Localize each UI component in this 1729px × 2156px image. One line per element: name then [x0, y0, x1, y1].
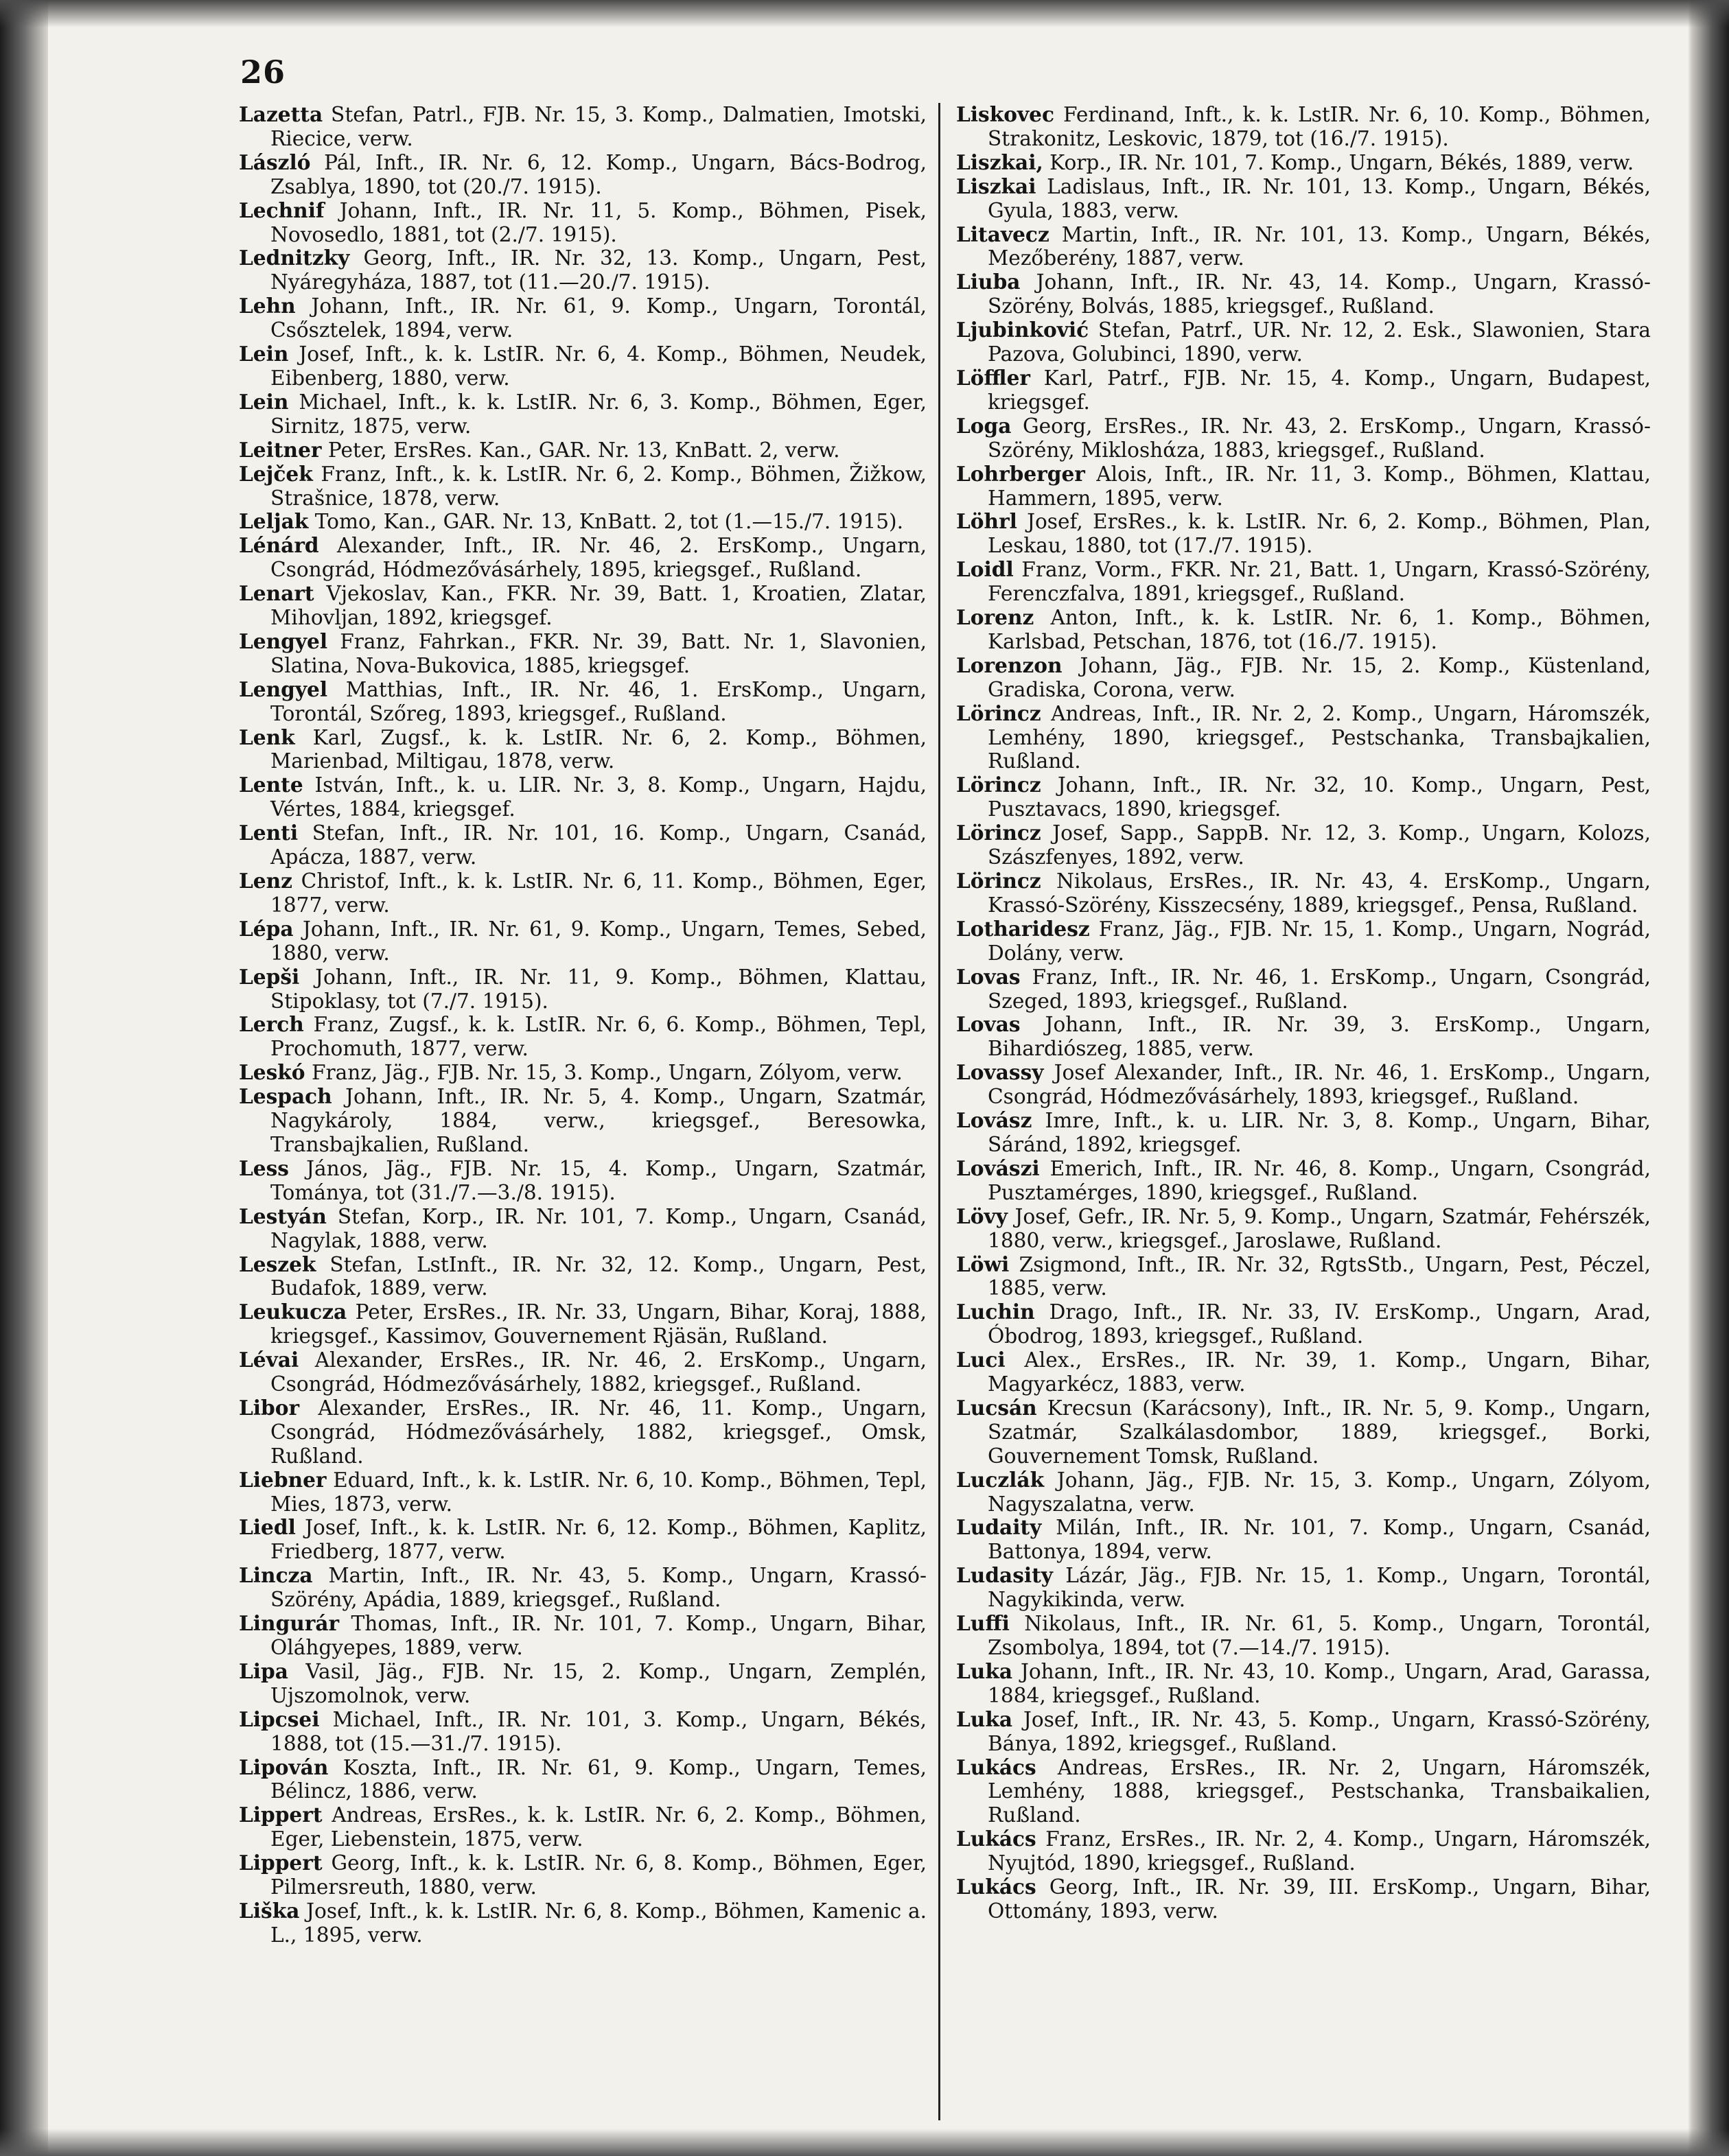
- scan-left-edge-shadow: [0, 0, 48, 2156]
- entry-details: Karl, Zugsf., k. k. LstIR. Nr. 6, 2. Komp., Böhmen, Marienbad, Miltigau, 1878, verw.: [270, 725, 927, 773]
- entry-surname: Lovas: [956, 964, 1021, 989]
- register-entry: [956, 1875, 1651, 1923]
- register-entry: [239, 582, 927, 630]
- register-entry: [239, 1253, 927, 1301]
- register-entry: [239, 103, 927, 151]
- register-entry: [239, 199, 927, 247]
- entry-surname: Leukucza: [239, 1300, 347, 1324]
- entry-details: Georg, ErsRes., IR. Nr. 43, 2. ErsKomp., Ungarn, Krassó-Szörény, Mikloshάza, 1883, kriegsgef., Rußland.: [988, 414, 1651, 462]
- entry-surname: Liebner: [239, 1467, 327, 1492]
- entry-details: Josef, Inft., k. k. LstIR. Nr. 6, 4. Komp., Böhmen, Neudek, Eibenberg, 1880, verw.: [270, 342, 927, 390]
- entry-details: István, Inft., k. u. LIR. Nr. 3, 8. Komp., Ungarn, Hajdu, Vértes, 1884, kriegsgef.: [270, 773, 927, 821]
- entry-surname: Lovassy: [956, 1060, 1044, 1085]
- entry-details: Martin, Inft., IR. Nr. 101, 13. Komp., Ungarn, Békés, Mezőberény, 1887, verw.: [988, 222, 1651, 270]
- entry-surname: Less: [239, 1156, 289, 1180]
- entry-details: Josef, Inft., k. k. LstIR. Nr. 6, 12. Komp., Böhmen, Kaplitz, Friedberg, 1877, verw.: [270, 1516, 927, 1564]
- entry-surname: Lenk: [239, 725, 295, 749]
- register-entry: [239, 917, 927, 965]
- entry-details: Johann, Jäg., FJB. Nr. 15, 2. Komp., Küstenland, Gradiska, Corona, verw.: [988, 653, 1651, 701]
- entry-surname: Lorenz: [956, 605, 1034, 630]
- register-entry: [239, 1157, 927, 1205]
- entry-details: Franz, Inft., IR. Nr. 46, 1. ErsKomp., Ungarn, Csongrád, Szeged, 1893, kriegsgef., Rußland.: [988, 965, 1651, 1013]
- entry-surname: László: [239, 150, 311, 174]
- entry-details: Franz, Vorm., FKR. Nr. 21, Batt. 1, Ungarn, Krassó-Szörény, Ferenczfalva, 1891, kriegsgef., Rußland.: [988, 558, 1651, 606]
- entry-details: Korp., IR. Nr. 101, 7. Komp., Ungarn, Békés, 1889, verw.: [1043, 150, 1634, 174]
- entry-surname: Lingurár: [239, 1611, 340, 1636]
- register-entry: [239, 151, 927, 199]
- entry-details: Ferdinand, Inft., k. k. LstIR. Nr. 6, 10. Komp., Böhmen, Strakonitz, Leskovic, 1879, tot (16./7. 1915).: [988, 103, 1651, 150]
- entry-details: Ladislaus, Inft., IR. Nr. 101, 13. Komp., Ungarn, Békés, Gyula, 1883, verw.: [988, 174, 1651, 222]
- register-entry: [239, 869, 927, 917]
- entry-surname: Ludaity: [956, 1515, 1042, 1540]
- register-entry: [239, 462, 927, 511]
- register-entry: [956, 558, 1651, 606]
- entry-details: Nikolaus, Inft., IR. Nr. 61, 5. Komp., Ungarn, Torontál, Zsombolya, 1894, tot (7.—14./7. 1915).: [988, 1612, 1651, 1659]
- entry-details: Alexander, ErsRes., IR. Nr. 46, 11. Komp., Ungarn, Csongrád, Hódmezővásárhely, 1882, kriegsgef., Omsk, Rußland.: [270, 1396, 927, 1468]
- register-entry: [956, 1756, 1651, 1828]
- register-entry: [956, 1612, 1651, 1660]
- register-entry: [956, 965, 1651, 1013]
- register-entry: [239, 342, 927, 390]
- entry-surname: Lovas: [956, 1012, 1021, 1037]
- entry-surname: Lehn: [239, 294, 296, 318]
- entry-surname: Lengyel: [239, 677, 328, 701]
- register-entry: [956, 1564, 1651, 1612]
- entry-details: Martin, Inft., IR. Nr. 43, 5. Komp., Ungarn, Krassó-Szörény, Apádia, 1889, kriegsgef., Rußland.: [270, 1564, 927, 1612]
- register-entry: [956, 151, 1651, 175]
- entry-details: Georg, Inft., k. k. LstIR. Nr. 6, 8. Komp., Böhmen, Eger, Pilmersreuth, 1880, verw.: [270, 1851, 927, 1899]
- entry-surname: Lörincz: [956, 773, 1041, 797]
- register-entry: [239, 1085, 927, 1157]
- register-entry: [956, 606, 1651, 654]
- register-entry: [956, 917, 1651, 965]
- column-divider: [938, 103, 940, 2120]
- entry-surname: Löwi: [956, 1252, 1010, 1276]
- scan-right-edge-shadow: [1688, 0, 1729, 2156]
- entry-surname: Lente: [239, 773, 303, 797]
- entry-details: Karl, Patrf., FJB. Nr. 15, 4. Komp., Ungarn, Budapest, kriegsgef.: [988, 366, 1651, 414]
- entry-surname: Lenart: [239, 581, 314, 606]
- entry-details: Christof, Inft., k. k. LstIR. Nr. 6, 11. Komp., Böhmen, Eger, 1877, verw.: [270, 869, 927, 917]
- scan-bottom-edge-shadow: [0, 2129, 1729, 2156]
- entry-surname: Lucsán: [956, 1395, 1037, 1420]
- entry-details: Peter, ErsRes. Kan., GAR. Nr. 13, KnBatt. 2, verw.: [321, 438, 840, 462]
- entry-surname: Liuba: [956, 270, 1021, 294]
- entry-surname: Lein: [239, 342, 289, 366]
- entry-surname: Lestyán: [239, 1204, 327, 1228]
- entry-details: Alexander, Inft., IR. Nr. 46, 2. ErsKomp., Ungarn, Csongrád, Hódmezővásárhely, 1895, kriegsgef., Rußland.: [270, 534, 927, 582]
- register-entry: [239, 726, 927, 774]
- page-number: 26: [240, 54, 286, 91]
- register-entry: [956, 1468, 1651, 1516]
- entry-details: Stefan, Patrl., FJB. Nr. 15, 3. Komp., Dalmatien, Imotski, Riecice, verw.: [270, 103, 927, 150]
- register-entry: [956, 1013, 1651, 1061]
- entry-details: Georg, Inft., IR. Nr. 39, III. ErsKomp., Ungarn, Bihar, Ottomány, 1893, verw.: [988, 1875, 1651, 1923]
- entry-details: János, Jäg., FJB. Nr. 15, 4. Komp., Ungarn, Szatmár, Tománya, tot (31./7.—3./8. 1915).: [270, 1156, 927, 1204]
- entry-surname: Lukács: [956, 1827, 1036, 1851]
- entry-details: Michael, Inft., IR. Nr. 101, 3. Komp., Ungarn, Békés, 1888, tot (15.—31./7. 1915).: [270, 1707, 927, 1755]
- entry-details: Stefan, LstInft., IR. Nr. 32, 12. Komp., Ungarn, Pest, Budafok, 1889, verw.: [270, 1252, 927, 1300]
- entry-surname: Loidl: [956, 557, 1014, 582]
- entry-surname: Löhrl: [956, 509, 1017, 534]
- register-entry: [239, 773, 927, 821]
- register-entry: [239, 1660, 927, 1708]
- entry-surname: Luka: [956, 1707, 1013, 1731]
- register-entry: [239, 246, 927, 294]
- register-entry: [239, 821, 927, 869]
- entry-details: Pál, Inft., IR. Nr. 6, 12. Komp., Ungarn, Bács-Bodrog, Zsablya, 1890, tot (20./7. 1915).: [270, 150, 927, 198]
- register-entry: [956, 821, 1651, 869]
- entry-surname: Luka: [956, 1659, 1013, 1683]
- entry-details: Thomas, Inft., IR. Nr. 101, 7. Komp., Ungarn, Bihar, Oláhgyepes, 1889, verw.: [270, 1612, 927, 1659]
- register-entry: [956, 103, 1651, 151]
- entry-details: Josef, Gefr., IR. Nr. 5, 9. Komp., Ungarn, Szatmár, Fehérszék, 1880, verw., kriegsgef., Jaroslawe, Rußland.: [988, 1204, 1651, 1252]
- entry-details: Imre, Inft., k. u. LIR. Nr. 3, 8. Komp., Ungarn, Bihar, Sáránd, 1892, kriegsgef.: [988, 1109, 1651, 1156]
- entry-surname: Lespach: [239, 1084, 332, 1109]
- register-entry: [956, 1253, 1651, 1301]
- entry-surname: Lepši: [239, 964, 300, 989]
- entry-details: Milán, Inft., IR. Nr. 101, 7. Komp., Ungarn, Csanád, Battonya, 1894, verw.: [988, 1516, 1651, 1564]
- register-entry: [239, 390, 927, 438]
- entry-surname: Lovász: [956, 1108, 1032, 1133]
- entry-surname: Lenti: [239, 821, 299, 845]
- entry-details: Andreas, Inft., IR. Nr. 2, 2. Komp., Ungarn, Háromszék, Lemhény, 1890, kriegsgef., Pestschanka, Transbajkalien, Rußland.: [988, 701, 1651, 773]
- entry-details: Stefan, Inft., IR. Nr. 101, 16. Komp., Ungarn, Csanád, Apácza, 1887, verw.: [270, 821, 927, 869]
- entry-surname: Lohrberger: [956, 461, 1085, 486]
- entry-details: Zsigmond, Inft., IR. Nr. 32, RgtsStb., Ungarn, Pest, Péczel, 1885, verw.: [988, 1252, 1651, 1300]
- entry-details: Franz, Jäg., FJB. Nr. 15, 1. Komp., Ungarn, Nográd, Dolány, verw.: [988, 917, 1651, 965]
- register-entry: [956, 1300, 1651, 1348]
- entry-surname: Lövy: [956, 1204, 1008, 1228]
- entry-details: Johann, Inft., IR. Nr. 39, 3. ErsKomp., Ungarn, Bihardiószeg, 1885, verw.: [988, 1013, 1651, 1061]
- left-column: [239, 103, 927, 1947]
- register-entry: [239, 1899, 927, 1947]
- entry-details: Anton, Inft., k. k. LstIR. Nr. 6, 1. Komp., Böhmen, Karlsbad, Petschan, 1876, tot (16./7. 1915).: [988, 606, 1651, 653]
- entry-surname: Lipován: [239, 1755, 329, 1779]
- entry-details: Johann, Inft., IR. Nr. 5, 4. Komp., Ungarn, Szatmár, Nagykároly, 1884, verw., kriegsgef., Beresowka, Transbajkalien, Rußland.: [270, 1085, 927, 1156]
- entry-surname: Lorenzon: [956, 653, 1063, 677]
- entry-surname: Luci: [956, 1348, 1006, 1372]
- entry-details: Johann, Inft., IR. Nr. 43, 14. Komp., Ungarn, Krassó-Szörény, Bolvás, 1885, kriegsgef., Rußland.: [988, 270, 1651, 318]
- entry-surname: Lénárd: [239, 533, 319, 558]
- register-entry: [956, 366, 1651, 414]
- register-entry: [239, 1205, 927, 1253]
- entry-details: Johann, Inft., IR. Nr. 61, 9. Komp., Ungarn, Torontál, Csősztelek, 1894, verw.: [270, 294, 927, 342]
- register-entry: [239, 1564, 927, 1612]
- register-entry: [956, 1708, 1651, 1756]
- register-entry: [956, 1109, 1651, 1157]
- register-entry: [239, 438, 927, 462]
- register-entry: [239, 1756, 927, 1804]
- register-entry: [239, 1348, 927, 1396]
- register-entry: [239, 1516, 927, 1564]
- entry-details: Krecsun (Karácsony), Inft., IR. Nr. 5, 9. Komp., Ungarn, Szatmár, Szalkálasdombor, 1889, kriegsgef., Borki, Gouvernement Tomsk, Rußland.: [988, 1396, 1651, 1468]
- entry-surname: Liedl: [239, 1515, 296, 1540]
- register-entry: [239, 1708, 927, 1756]
- entry-surname: Lotharidesz: [956, 916, 1090, 941]
- entry-details: Stefan, Patrf., UR. Nr. 12, 2. Esk., Slawonien, Stara Pazova, Golubinci, 1890, verw.: [988, 318, 1651, 366]
- entry-surname: Luchin: [956, 1300, 1035, 1324]
- register-entry: [239, 965, 927, 1013]
- entry-surname: Luczlák: [956, 1467, 1045, 1492]
- entry-surname: Lejček: [239, 461, 313, 486]
- entry-surname: Lippert: [239, 1803, 323, 1827]
- register-entry: [956, 1827, 1651, 1875]
- entry-surname: Leszek: [239, 1252, 316, 1276]
- entry-surname: Lörincz: [956, 821, 1041, 845]
- entry-details: Eduard, Inft., k. k. LstIR. Nr. 6, 10. Komp., Böhmen, Tepl, Mies, 1873, verw.: [270, 1468, 927, 1516]
- entry-details: Andreas, ErsRes., IR. Nr. 2, Ungarn, Háromszék, Lemhény, 1888, kriegsgef., Pestschanka, Transbaikalien, Rußland.: [988, 1755, 1651, 1827]
- register-entry: [956, 510, 1651, 558]
- entry-details: Josef, Inft., k. k. LstIR. Nr. 6, 8. Komp., Böhmen, Kamenic a. L., 1895, verw.: [270, 1899, 927, 1947]
- entry-details: Nikolaus, ErsRes., IR. Nr. 43, 4. ErsKomp., Ungarn, Krassó-Szörény, Kisszecsény, 1889, kriegsgef., Pensa, Rußland.: [988, 869, 1651, 917]
- register-entry: [956, 270, 1651, 318]
- entry-surname: Leskó: [239, 1060, 305, 1085]
- entry-details: Franz, ErsRes., IR. Nr. 2, 4. Komp., Ungarn, Háromszék, Nyujtód, 1890, kriegsgef., Rußland.: [988, 1827, 1651, 1875]
- register-entry: [956, 223, 1651, 271]
- entry-details: Peter, ErsRes., IR. Nr. 33, Ungarn, Bihar, Koraj, 1888, kriegsgef., Kassimov, Gouvernement Rjäsän, Rußland.: [270, 1300, 927, 1348]
- entry-details: Alexander, ErsRes., IR. Nr. 46, 2. ErsKomp., Ungarn, Csongrád, Hódmezővásárhely, 1882, kriegsgef., Rußland.: [270, 1348, 927, 1396]
- entry-details: Michael, Inft., k. k. LstIR. Nr. 6, 3. Komp., Böhmen, Eger, Sirnitz, 1875, verw.: [270, 390, 927, 438]
- entry-surname: Lenz: [239, 869, 292, 893]
- register-entry: [956, 773, 1651, 821]
- register-entry: [239, 1468, 927, 1516]
- register-entry: [239, 1013, 927, 1061]
- entry-surname: Lörincz: [956, 701, 1041, 725]
- register-entry: [956, 1396, 1651, 1468]
- register-entry: [956, 462, 1651, 511]
- register-entry: [956, 1061, 1651, 1109]
- entry-details: Lázár, Jäg., FJB. Nr. 15, 1. Komp., Ungarn, Torontál, Nagykikinda, verw.: [988, 1564, 1651, 1612]
- entry-surname: Lörincz: [956, 869, 1041, 893]
- entry-details: Johann, Inft., IR. Nr. 32, 10. Komp., Ungarn, Pest, Pusztavacs, 1890, kriegsgef.: [988, 773, 1651, 821]
- entry-details: Alex., ErsRes., IR. Nr. 39, 1. Komp., Ungarn, Bihar, Magyarkécz, 1883, verw.: [988, 1348, 1651, 1396]
- register-entry: [239, 1612, 927, 1660]
- entry-surname: Lovászi: [956, 1156, 1040, 1180]
- entry-surname: Libor: [239, 1395, 300, 1420]
- register-entry: [956, 1157, 1651, 1205]
- register-entry: [956, 175, 1651, 223]
- entry-details: Stefan, Korp., IR. Nr. 101, 7. Komp., Ungarn, Csanád, Nagylak, 1888, verw.: [270, 1204, 927, 1252]
- entry-details: Alois, Inft., IR. Nr. 11, 3. Komp., Böhmen, Klattau, Hammern, 1895, verw.: [988, 462, 1651, 510]
- entry-surname: Liszkai,: [956, 150, 1043, 174]
- entry-details: Johann, Inft., IR. Nr. 11, 9. Komp., Böhmen, Klattau, Stipoklasy, tot (7./7. 1915).: [270, 965, 927, 1013]
- entry-surname: Lednitzky: [239, 246, 350, 270]
- entry-details: Franz, Inft., k. k. LstIR. Nr. 6, 2. Komp., Böhmen, Žižkow, Strašnice, 1878, verw.: [270, 462, 927, 510]
- entry-surname: Lévai: [239, 1348, 299, 1372]
- register-entry: [239, 1851, 927, 1899]
- scan-top-edge-shadow: [0, 0, 1729, 27]
- entry-surname: Lépa: [239, 916, 294, 941]
- entry-details: Josef Alexander, Inft., IR. Nr. 46, 1. ErsKomp., Ungarn, Csongrád, Hódmezővásárhely, 1893, kriegsgef., Rußland.: [988, 1061, 1651, 1109]
- register-entry: [239, 1803, 927, 1851]
- entry-surname: Liskovec: [956, 102, 1054, 126]
- entry-surname: Leitner: [239, 437, 322, 462]
- entry-surname: Lipcsei: [239, 1707, 320, 1731]
- entry-surname: Lein: [239, 389, 289, 414]
- register-entry: [956, 414, 1651, 462]
- register-entry: [956, 702, 1651, 774]
- entry-details: Tomo, Kan., GAR. Nr. 13, KnBatt. 2, tot (1.—15./7. 1915).: [308, 510, 903, 534]
- entry-surname: Lengyel: [239, 629, 328, 653]
- entry-surname: Liszkai: [956, 174, 1036, 198]
- entry-surname: Ljubinković: [956, 318, 1089, 342]
- entry-details: Emerich, Inft., IR. Nr. 46, 8. Komp., Ungarn, Csongrád, Pusztamérges, 1890, kriegsgef., Rußland.: [988, 1156, 1651, 1204]
- entry-details: Franz, Fahrkan., FKR. Nr. 39, Batt. Nr. 1, Slavonien, Slatina, Nova-Bukovica, 1885, kriegsgef.: [270, 629, 927, 677]
- entry-surname: Lerch: [239, 1012, 304, 1037]
- register-entry: [956, 1205, 1651, 1253]
- register-entry: [956, 1516, 1651, 1564]
- entry-details: Matthias, Inft., IR. Nr. 46, 1. ErsKomp., Ungarn, Torontál, Szőreg, 1893, kriegsgef., Rußland.: [270, 677, 927, 725]
- entry-details: Vasil, Jäg., FJB. Nr. 15, 2. Komp., Ungarn, Zemplén, Ujszomolnok, verw.: [270, 1659, 927, 1707]
- register-entry: [239, 678, 927, 726]
- entry-surname: Leljak: [239, 509, 309, 534]
- register-entry: [239, 1300, 927, 1348]
- entry-surname: Lazetta: [239, 102, 323, 126]
- register-entry: [956, 1660, 1651, 1708]
- entry-details: Johann, Inft., IR. Nr. 11, 5. Komp., Böhmen, Pisek, Novosedlo, 1881, tot (2./7. 1915).: [270, 198, 927, 246]
- entry-surname: Lukács: [956, 1755, 1036, 1779]
- entry-details: Johann, Jäg., FJB. Nr. 15, 3. Komp., Ungarn, Zólyom, Nagyszalatna, verw.: [988, 1468, 1651, 1516]
- entry-details: Koszta, Inft., IR. Nr. 61, 9. Komp., Ungarn, Temes, Bélincz, 1886, verw.: [270, 1755, 927, 1803]
- entry-details: Franz, Jäg., FJB. Nr. 15, 3. Komp., Ungarn, Zólyom, verw.: [305, 1061, 903, 1085]
- register-entry: [239, 294, 927, 342]
- entry-details: Franz, Zugsf., k. k. LstIR. Nr. 6, 6. Komp., Böhmen, Tepl, Prochomuth, 1877, verw.: [270, 1013, 927, 1061]
- register-entry: [239, 510, 927, 534]
- entry-surname: Ludasity: [956, 1563, 1053, 1588]
- register-entry: [956, 654, 1651, 702]
- entry-details: Georg, Inft., IR. Nr. 32, 13. Komp., Ungarn, Pest, Nyáregyháza, 1887, tot (11.—20./7. 1915).: [270, 246, 927, 294]
- register-entry: [956, 1348, 1651, 1396]
- entry-details: Andreas, ErsRes., k. k. LstIR. Nr. 6, 2. Komp., Böhmen, Eger, Liebenstein, 1875, verw.: [270, 1803, 927, 1851]
- register-entry: [956, 869, 1651, 917]
- right-column: [956, 103, 1651, 1923]
- entry-surname: Luffi: [956, 1611, 1010, 1636]
- register-entry: [239, 534, 927, 582]
- register-entry: [239, 1396, 927, 1468]
- register-entry: [239, 1061, 927, 1085]
- register-entry: [239, 630, 927, 678]
- entry-surname: Löffler: [956, 365, 1031, 390]
- entry-details: Drago, Inft., IR. Nr. 33, IV. ErsKomp., Ungarn, Arad, Óbodrog, 1893, kriegsgef., Rußland.: [988, 1300, 1651, 1348]
- entry-details: Johann, Inft., IR. Nr. 61, 9. Komp., Ungarn, Temes, Sebed, 1880, verw.: [270, 917, 927, 965]
- register-entry: [956, 318, 1651, 366]
- entry-surname: Liška: [239, 1898, 300, 1923]
- entry-surname: Lipa: [239, 1659, 288, 1683]
- entry-surname: Lippert: [239, 1851, 323, 1875]
- entry-surname: Lincza: [239, 1563, 313, 1588]
- entry-surname: Lukács: [956, 1875, 1036, 1899]
- entry-details: Johann, Inft., IR. Nr. 43, 10. Komp., Ungarn, Arad, Garassa, 1884, kriegsgef., Rußland.: [988, 1659, 1651, 1707]
- entry-surname: Loga: [956, 413, 1012, 438]
- entry-details: Josef, Sapp., SappB. Nr. 12, 3. Komp., Ungarn, Kolozs, Szászfenyes, 1892, verw.: [988, 821, 1651, 869]
- entry-details: Josef, ErsRes., k. k. LstIR. Nr. 6, 2. Komp., Böhmen, Plan, Leskau, 1880, tot (17./7. 1915).: [988, 510, 1651, 558]
- entry-details: Vjekoslav, Kan., FKR. Nr. 39, Batt. 1, Kroatien, Zlatar, Mihovljan, 1892, kriegsgef.: [270, 582, 927, 630]
- entry-surname: Lechnif: [239, 198, 325, 222]
- entry-details: Josef, Inft., IR. Nr. 43, 5. Komp., Ungarn, Krassó-Szörény, Bánya, 1892, kriegsgef., Rußland.: [988, 1707, 1651, 1755]
- entry-surname: Litavecz: [956, 222, 1049, 246]
